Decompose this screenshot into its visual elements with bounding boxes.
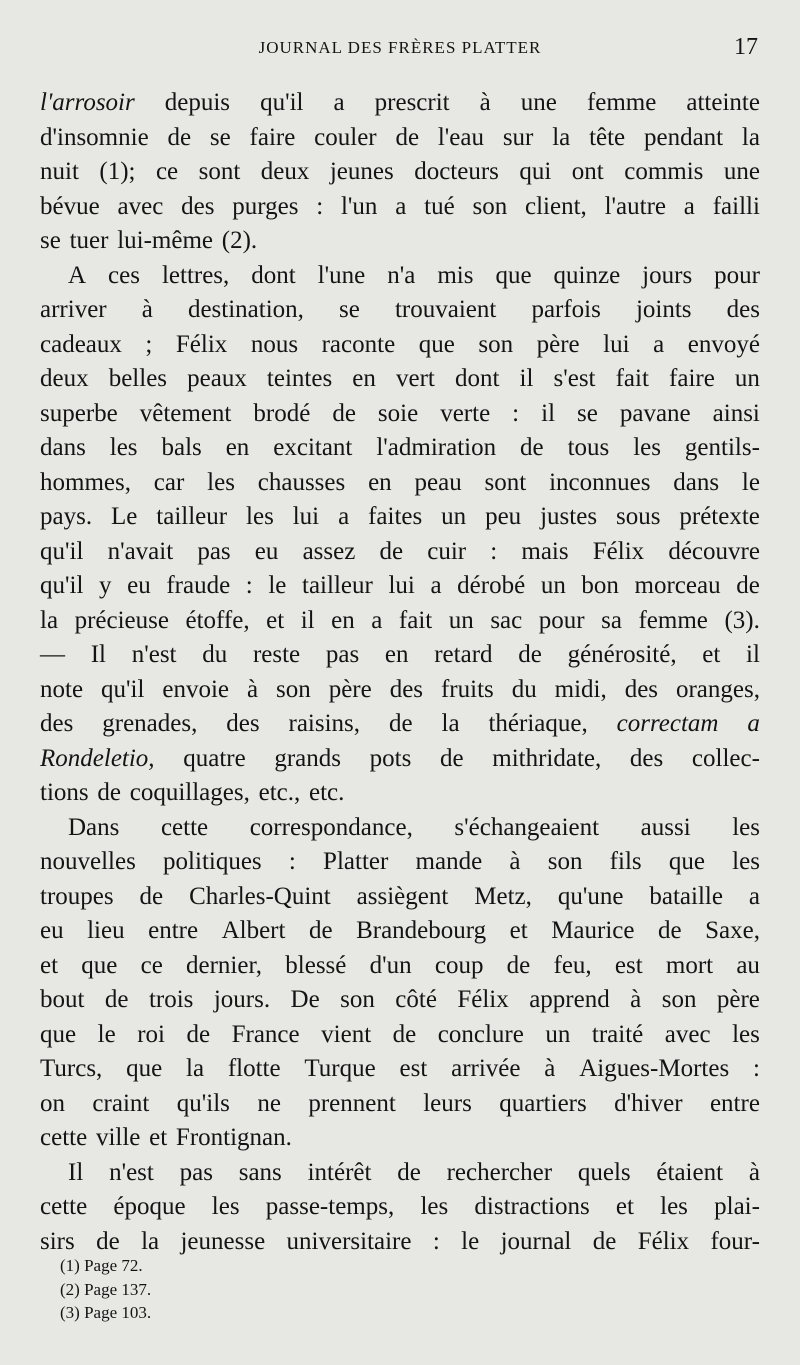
text-line: bévue avec des purges : l'un a tué son client, l'autre a failli (40, 192, 760, 220)
text-line: hommes, car les chausses en peau sont inconnues dans le (40, 468, 760, 496)
text-line: que le roi de France vient de conclure un traité avec les (40, 1020, 760, 1048)
text-line: on craint qu'ils ne prennent leurs quartiers d'hiver entre (40, 1089, 760, 1117)
text-line: sirs de la jeunesse universitaire : le journal de Félix four- (40, 1227, 760, 1255)
footnote-1: (1) Page 72. (60, 1256, 143, 1275)
text-line: cette époque les passe-temps, les distractions et les plai- (40, 1193, 760, 1220)
text-line: troupes de Charles-Quint assiègent Metz, qu'une bataille a (40, 882, 760, 910)
text-line: qu'il n'avait pas eu assez de cuir : mais Félix découvre (40, 537, 760, 565)
text-line: — Il n'est du reste pas en retard de générosité, et il (40, 641, 760, 668)
text-line: arriver à destination, se trouvaient parfois joints des (40, 296, 760, 323)
text-line: Turcs, que la flotte Turque est arrivée à Aigues-Mortes : (40, 1055, 760, 1082)
footnote-3: (3) Page 103. (60, 1303, 152, 1322)
text-line: se tuer lui-même (2). (40, 227, 258, 254)
text-line: A ces lettres, dont l'une n'a mis que quinze jours pour (68, 261, 760, 289)
text-line: deux belles peaux teintes en vert dont il s'est fait faire un (40, 365, 760, 392)
body-text (40, 86, 760, 1259)
text-line: superbe vêtement brodé de soie verte : il se pavane ainsi (40, 399, 760, 427)
footnotes (60, 1254, 560, 1325)
text-line: Il n'est pas sans intérêt de rechercher quels étaient à (68, 1158, 760, 1186)
text-line: dans les bals en excitant l'admiration de tous les gentils- (40, 434, 760, 461)
page-number: 17 (734, 34, 758, 60)
text-line: nuit (1); ce sont deux jeunes docteurs qui ont commis une (40, 158, 760, 185)
text-line: l'arrosoir depuis qu'il a prescrit à une femme atteinte (40, 89, 760, 116)
text-line: Dans cette correspondance, s'échangeaient aussi les (68, 813, 760, 841)
text-line: et que ce dernier, blessé d'un coup de feu, est mort au (40, 951, 760, 979)
running-title: JOURNAL DES FRÈRES PLATTER (258, 38, 542, 57)
text-line: pays. Le tailleur les lui a faites un peu justes sous prétexte (40, 503, 760, 530)
text-line: bout de trois jours. De son côté Félix apprend à son père (40, 986, 760, 1013)
text-line: d'insomnie de se faire couler de l'eau sur la tête pendant la (40, 123, 760, 151)
text-line: la précieuse étoffe, et il en a fait un sac pour sa femme (3). (40, 606, 760, 634)
running-head (0, 34, 800, 64)
text-line: eu lieu entre Albert de Brandebourg et Maurice de Saxe, (40, 917, 760, 944)
text-line: cadeaux ; Félix nous raconte que son père lui a envoyé (40, 330, 760, 358)
text-line: note qu'il envoie à son père des fruits du midi, des oranges, (40, 675, 760, 703)
text-line: qu'il y eu fraude : le tailleur lui a dérobé un bon morceau de (40, 572, 760, 599)
footnote-2: (2) Page 137. (60, 1279, 152, 1299)
text-line: Rondeletio, quatre grands pots de mithridate, des collec- (40, 744, 760, 772)
text-line: tions de coquillages, etc., etc. (40, 779, 345, 806)
text-line: cette ville et Frontignan. (40, 1124, 292, 1151)
text-line: des grenades, des raisins, de la thériaque, correctam a (40, 710, 760, 737)
text-line: nouvelles politiques : Platter mande à son fils que les (40, 848, 760, 875)
